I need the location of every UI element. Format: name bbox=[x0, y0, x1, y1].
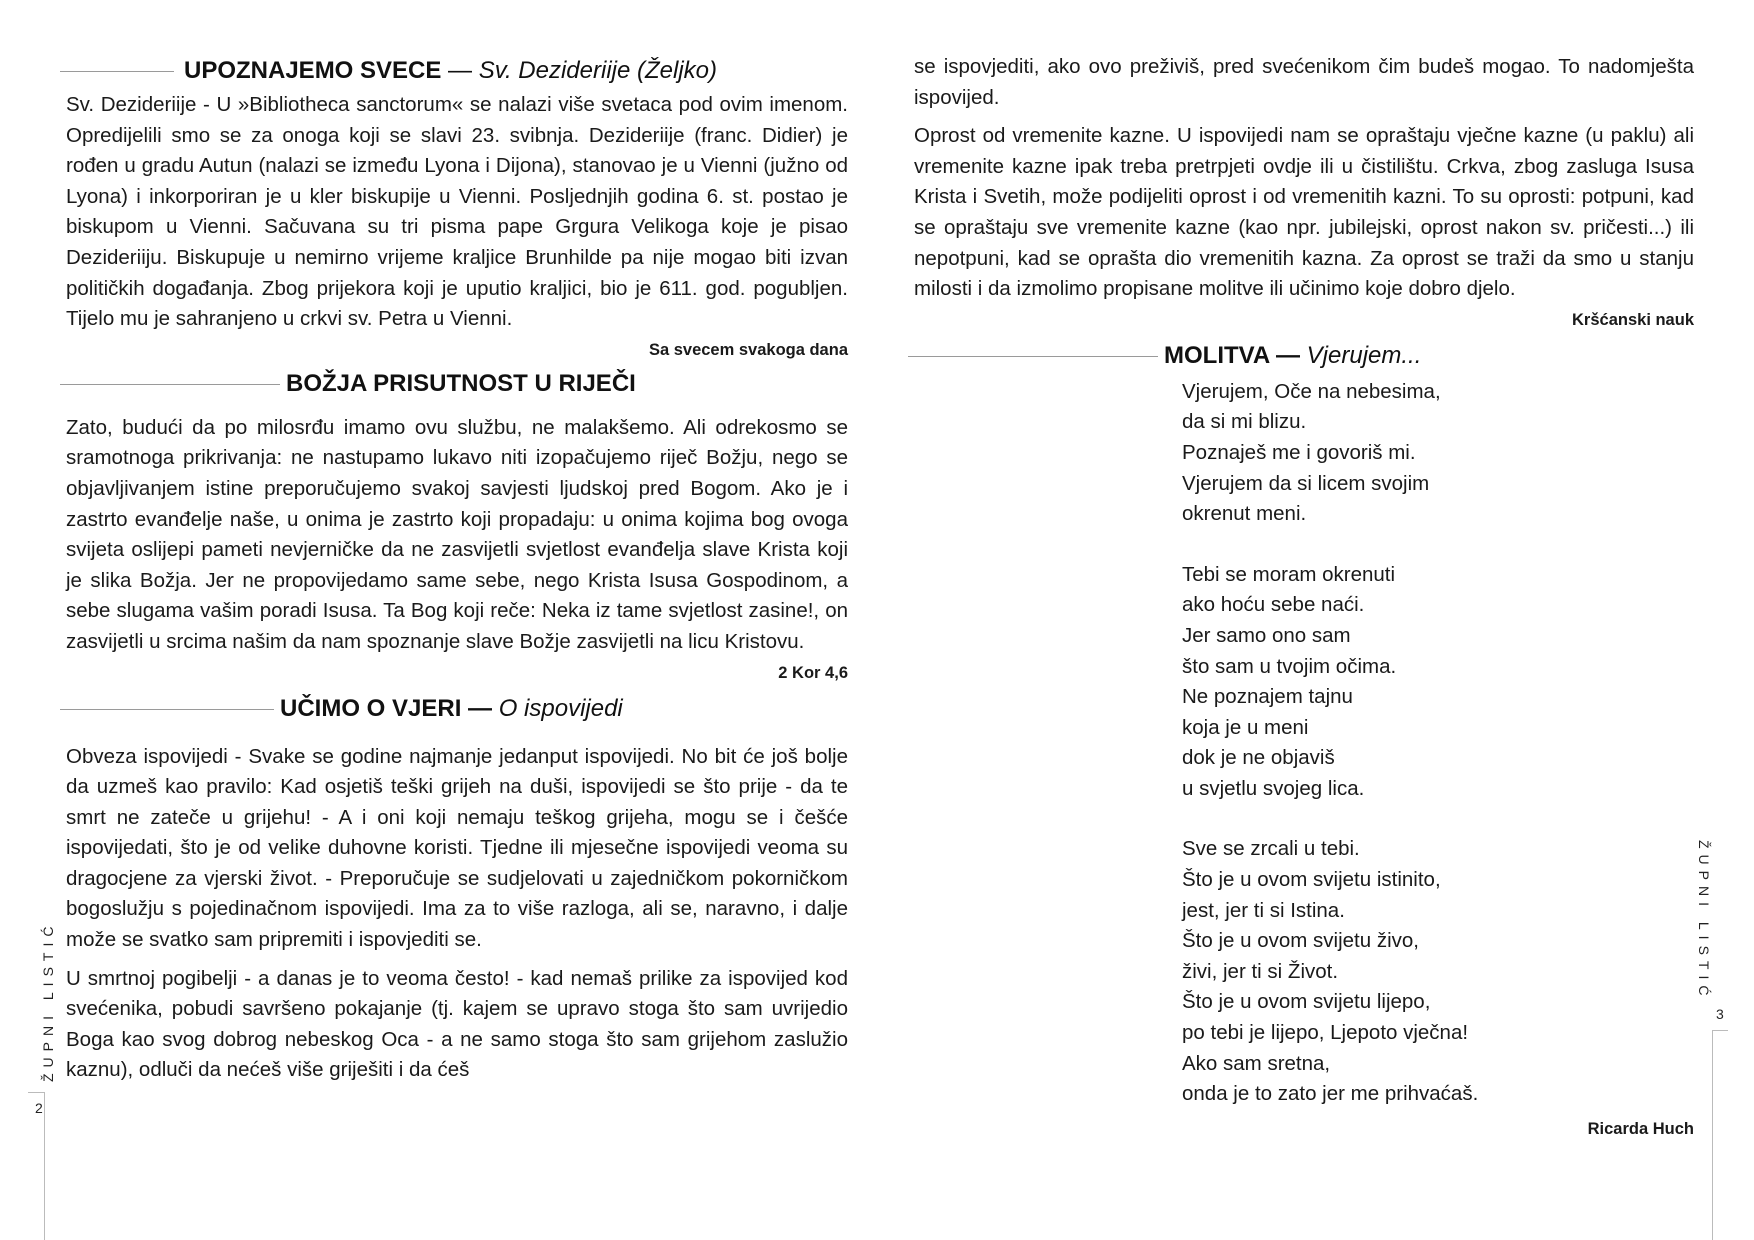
section-title-sub: Vjerujem... bbox=[1306, 341, 1422, 369]
poem-line: da si mi blizu. bbox=[1182, 410, 1307, 434]
poem-line: Što je u ovom svijetu lijepo, bbox=[1182, 990, 1431, 1014]
section-title bbox=[184, 52, 717, 90]
section-heading-faith bbox=[66, 690, 848, 728]
section-title-sub: Sv. Dezideriije (Željko) bbox=[478, 57, 718, 84]
section-title-main: MOLITVA bbox=[1164, 341, 1270, 369]
section-title-main: UPOZNAJEMO SVECE bbox=[184, 57, 442, 84]
poem-line: Ako sam sretna, bbox=[1182, 1051, 1331, 1075]
confession-paragraph: Obveza ispovijedi - Svake se godine najmanje jedanput ispovijedi. No bit će još bolje da uzmeš kao pravilo: Kad osjetiš teški grijeh na duši, ispovijedi se što prije - da te smrt ne zateče u grijehu! - A i oni koji nemaju teškog grijeha, mogu se i češće ispovijedati, što je od velike duhovne koristi. Tjedne ili mjesečne ispovijedi veoma su dragocjene za vjerski život. - Preporučuje se sudjelovati u zajedničkom pokorničkom bogoslužju s pojedinačnom ispovijedi. Ima za to više razloga, ali se, naravno, i dalje može se svatko sam pripremiti i ispovjediti se. bbox=[66, 744, 848, 952]
poem-line: po tebi je lijepo, Ljepoto vječna! bbox=[1182, 1021, 1469, 1045]
section-heading-word bbox=[66, 365, 848, 403]
section-heading-prayer bbox=[914, 337, 1694, 375]
indulgence-paragraph: Oprost od vremenite kazne. U ispovijedi nam se opraštaju vječne kazne (u paklu) ali vremenite kazne ipak treba pretrpjeti ovdje ili u čistilištu. Crkva, zbog zasluga Isusa Krista i Svetih, može podijeliti oprost i od vremenitih kazni. To su oprosti: potpuni, kad se opraštaju sve vremenite kazne (kao npr. jubilejski, oprost nakon sv. pričesti...) ili nepotpuni, kad se oprašta dio vremenitih kazna. Za oprost se traži da smo u stanju milosti i da izmolimo propisane molitve ili učinimo koje dobro djelo. bbox=[914, 124, 1694, 301]
poem-line: okrenut meni. bbox=[1182, 502, 1307, 526]
section-title bbox=[280, 690, 623, 728]
section-title bbox=[1164, 337, 1421, 375]
poem-author: Ricarda Huch bbox=[1587, 1119, 1694, 1138]
right-page-margin bbox=[1694, 0, 1754, 1240]
poem-line: u svjetlu svojeg lica. bbox=[1182, 776, 1365, 800]
title-dash: — bbox=[1269, 341, 1307, 369]
poem-line: živi, jer ti si Život. bbox=[1182, 959, 1339, 983]
confession-paragraph: U smrtnoj pogibelji - a danas je to veoma često! - kad nemaš prilike za ispovijed kod svećenika, pobudi savršeno pokajanje (tj. kajem se upravo stoga što sam uvrijedio Boga kao svog dobrog nebeskog Oca - a ne samo stoga što sam grijehom zaslužio kaznu), odluči da nećeš više griješiti i da ćeš bbox=[66, 966, 848, 1082]
poem-line: što sam u tvojim očima. bbox=[1182, 654, 1397, 678]
poem-line: Ne poznajem tajnu bbox=[1182, 685, 1353, 709]
heading-rule bbox=[60, 384, 280, 385]
source-citation: Kršćanski nauk bbox=[1572, 310, 1694, 329]
margin-rule bbox=[44, 1092, 45, 1240]
poem-line: koja je u meni bbox=[1182, 715, 1309, 739]
poem-line: Vjerujem da si licem svojim bbox=[1182, 471, 1430, 495]
right-column bbox=[914, 52, 1694, 1144]
poem-line: Jer samo ono sam bbox=[1182, 623, 1351, 647]
poem-line: Što je u ovom svijetu istinito, bbox=[1182, 868, 1441, 892]
page-number: 2 bbox=[35, 1100, 43, 1116]
scripture-text: Zato, budući da po milosrđu imamo ovu službu, ne malakšemo. Ali odrekosmo se sramotnoga prikrivanja: ne nastupamo lukavo niti izopačujemo riječ Božju, nego se objavljivanjem istine preporučujemo svakoj savjesti ljudskoj pred Bogom. Ako je i zastrto evanđelje naše, u onima je zastrto koji propadaju: u onima kojima bog ovoga svijeta oslijepi pameti nevjerničke da ne zasvijetli svjetlost evanđelja slave Krista koji je slika Božja. Jer ne propovijedamo same sebe, nego Krista Isusa Gospodinom, a sebe slugama vašim poradi Isusa. Ta Bog koji reče: Neka iz tame svjetlost zasine!, on zasvijetli u srcima našim da nam spoznanje slave Božje zasvijetli na licu Kristovu. bbox=[66, 415, 848, 653]
margin-rule bbox=[28, 1092, 44, 1093]
prayer-poem bbox=[1182, 377, 1694, 1110]
poem-stanza bbox=[1182, 377, 1694, 530]
poem-line: Sve se zrcali u tebi. bbox=[1182, 837, 1360, 861]
heading-rule bbox=[60, 709, 274, 710]
parish-bulletin-label: ŽUPNI LISTIĆ bbox=[1696, 840, 1712, 1002]
poem-line: Poznaješ me i govoriš mi. bbox=[1182, 440, 1416, 464]
margin-rule bbox=[1712, 1030, 1728, 1031]
left-column bbox=[66, 52, 848, 1086]
section-title: BOŽJA PRISUTNOST U RIJEČI bbox=[286, 369, 636, 397]
page-number: 3 bbox=[1716, 1006, 1724, 1022]
section-heading-saints bbox=[66, 52, 848, 90]
parish-bulletin-label: ŽUPNI LISTIĆ bbox=[40, 920, 56, 1082]
margin-rule bbox=[1712, 1030, 1713, 1240]
poem-line: jest, jer ti si Istina. bbox=[1182, 898, 1345, 922]
poem-line: onda je to zato jer me prihvaćaš. bbox=[1182, 1082, 1479, 1106]
title-dash: — bbox=[461, 694, 499, 722]
poem-line: Što je u ovom svijetu živo, bbox=[1182, 929, 1419, 953]
source-citation: 2 Kor 4,6 bbox=[778, 663, 848, 682]
poem-line: Vjerujem, Oče na nebesima, bbox=[1182, 379, 1441, 403]
left-page-margin bbox=[0, 0, 60, 1240]
poem-line: dok je ne objaviš bbox=[1182, 746, 1335, 770]
heading-rule bbox=[60, 71, 174, 72]
confession-continued: se ispovjediti, ako ovo preživiš, pred svećenikom čim budeš mogao. To nadomješta ispovijed. bbox=[914, 55, 1694, 109]
poem-stanza bbox=[1182, 834, 1694, 1109]
section-title-sub: O ispovijedi bbox=[498, 694, 623, 722]
poem-line: Tebi se moram okrenuti bbox=[1182, 562, 1396, 586]
poem-stanza bbox=[1182, 560, 1694, 805]
heading-rule bbox=[908, 356, 1158, 357]
saint-description: Sv. Dezideriije - U »Bibliotheca sanctorum« se nalazi više svetaca pod ovim imenom. Opredijelili smo se za onoga koji se slavi 23. svibnja. Dezideriije (franc. Didier) je rođen u gradu Autun (nalazi se između Lyona i Dijona), stanovao je u Vienni (južno od Lyona) i inkorporiran je u kler biskupije u Vienni. Posljednjih godina 6. st. postao je biskupom u Vienni. Sačuvana su tri pisma pape Grgura Velikoga koje je pisao Dezideriiju. Biskupuje u nemirno vrijeme kraljice Brunhilde pa nije mogao biti izvan političkih događanja. Zbog prijekora koji je uputio kraljici, bio je 611. god. pogubljen. Tijelo mu je sahranjeno u crkvi sv. Petra u Vienni. bbox=[66, 93, 848, 331]
poem-line: ako hoću sebe naći. bbox=[1182, 593, 1365, 617]
source-citation: Sa svecem svakoga dana bbox=[648, 340, 848, 359]
section-title-main: UČIMO O VJERI bbox=[280, 694, 462, 722]
title-dash: — bbox=[441, 57, 479, 84]
